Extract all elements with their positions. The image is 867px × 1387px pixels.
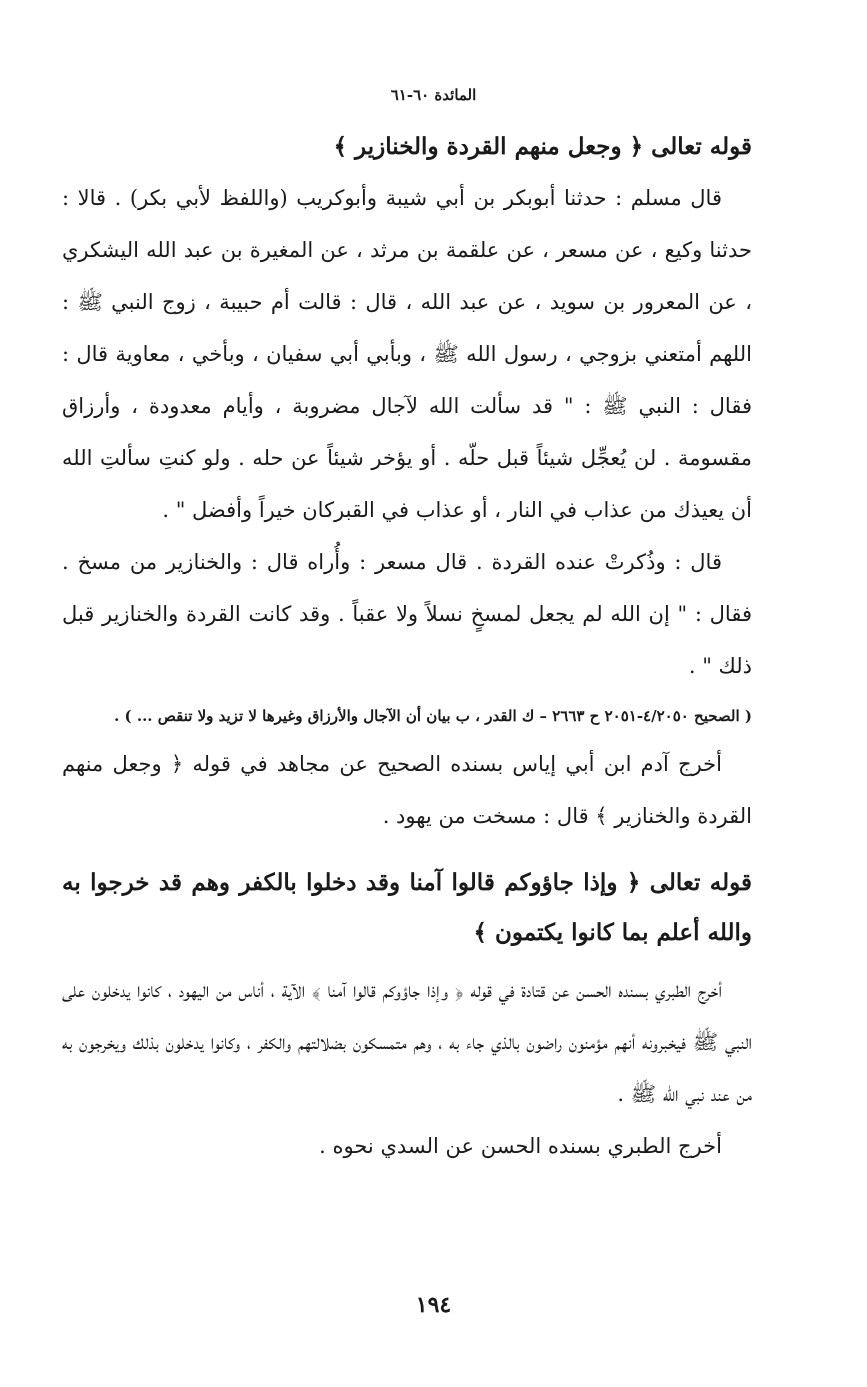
page-number: ١٩٤ bbox=[415, 1292, 452, 1318]
tafsir-paragraph: أخرج الطبري بسنده الحسن عن قتادة في قوله ﴿ وإذا جاؤوكم قالوا آمنا ﴾ الآية ، أناس من اليهود ، كانوا يدخلون على النبي ﷺ فيخبرونه أنهم مؤمنون راضون بالذي جاء به ، وهم متمسكون بضلالتهم والكفر ، وكانوا يدخلون بذلك ويخرجون به من عند نبي الله ﷺ . bbox=[62, 978, 752, 1106]
section-heading: قوله تعالى ﴿ وإذا جاؤوكم قالوا آمنا وقد دخلوا بالكفر وهم قد خرجوا به والله أعلم بما كانوا يكتمون ﴾ bbox=[62, 869, 752, 946]
section-2 bbox=[62, 858, 752, 1172]
source-reference: ( الصحيح ٤/٢٠٥٠-٢٠٥١ ح ٢٦٦٣ – ك القدر ، ب بيان أن الآجال والأرزاق وغيرها لا تزيد ولا تنقص ... ) . bbox=[114, 707, 752, 725]
running-header: المائدة ٦٠-٦١ bbox=[390, 86, 477, 104]
section-1 bbox=[62, 122, 752, 842]
tafsir-paragraph: أخرج آدم ابن أبي إياس بسنده الصحيح عن مجاهد في قوله ﴿ وجعل منهم القردة والخنازير ﴾ قال : مسخت من يهود . bbox=[62, 752, 752, 828]
hadith-paragraph: قال مسلم : حدثنا أبوبكر بن أبي شيبة وأبوكريب (واللفظ لأبي بكر) . قالا : حدثنا وكيع ، عن مسعر ، عن علقمة بن مرثد ، عن المغيرة بن عبد الله اليشكري ، عن المعرور بن سويد ، عن عبد الله ، قال : قالت أم حبيبة ، زوج النبي ﷺ : اللهم أمتعني بزوجي ، رسول الله ﷺ ، وبأبي أبي سفيان ، وبأخي ، معاوية قال : فقال : النبي ﷺ : " قد سألت الله لآجال مضروبة ، وأيام معدودة ، وأرزاق مقسومة . لن يُعجِّل شيئاً قبل حلّه . أو يؤخر شيئاً عن حله . ولو كنتِ سألتِ الله أن يعيذك من عذاب في النار ، أو عذاب في القبركان خيراً وأفضل " . bbox=[62, 186, 752, 522]
tafsir-paragraph: أخرج الطبري بسنده الحسن عن السدي نحوه . bbox=[319, 1134, 722, 1158]
hadith-paragraph: قال : وذُكرتْ عنده القردة . قال مسعر : وأُراه قال : والخنازير من مسخ . فقال : " إن الله لم يجعل لمسخٍ نسلاً ولا عقباً . وقد كانت القردة والخنازير قبل ذلك " . bbox=[62, 550, 752, 678]
section-heading: قوله تعالى ﴿ وجعل منهم القردة والخنازير ﴾ bbox=[333, 133, 752, 160]
